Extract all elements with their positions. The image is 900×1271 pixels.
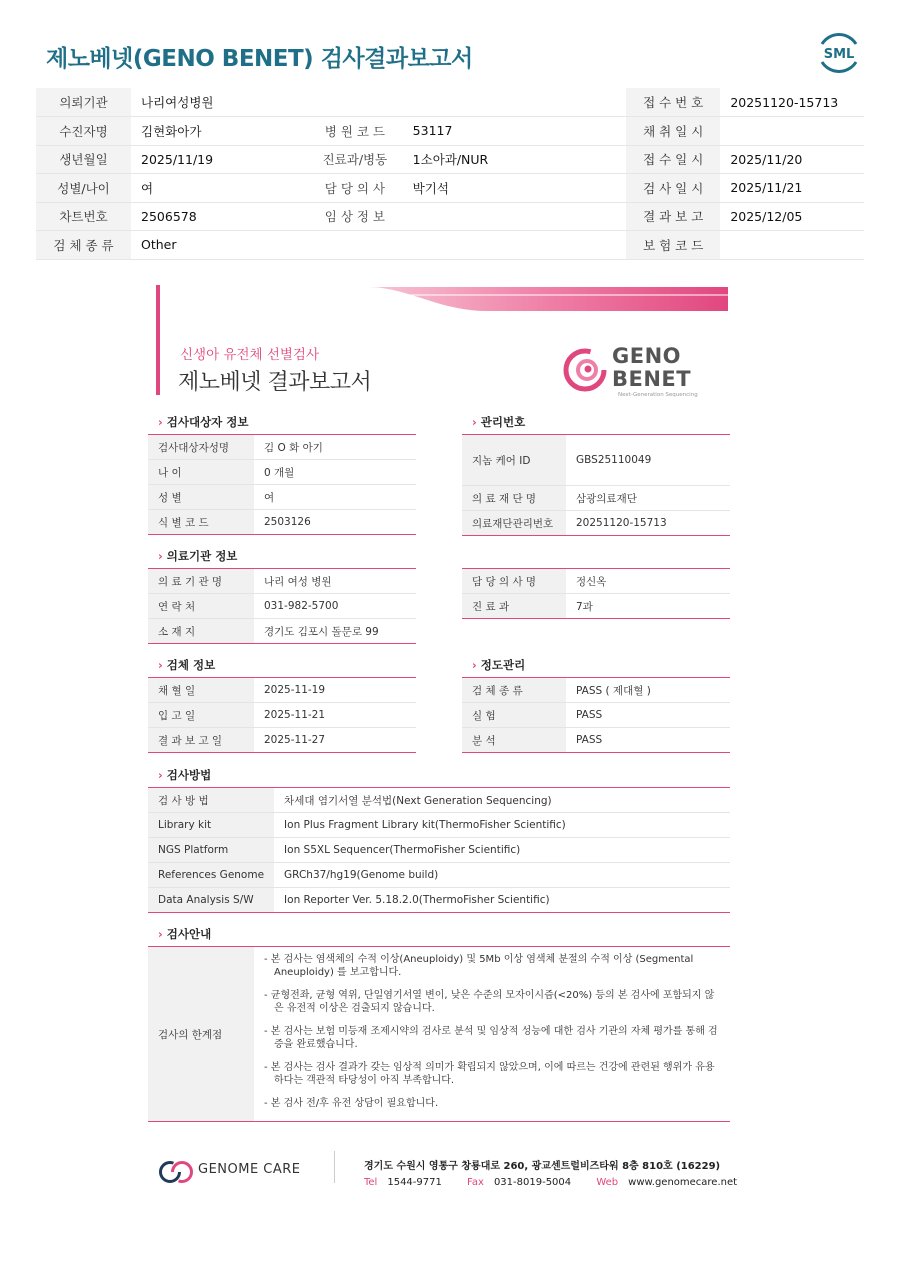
info-v3-5 bbox=[720, 231, 864, 260]
report-page bbox=[148, 285, 738, 1245]
subject-label: 나 이 bbox=[148, 460, 254, 485]
report-subtitle: 신생아 유전체 선별검사 bbox=[180, 347, 319, 363]
subject-value: 김 O 화 아기 bbox=[254, 435, 416, 460]
specimen-row bbox=[148, 678, 416, 703]
management-table bbox=[462, 434, 730, 536]
subject-label: 성 별 bbox=[148, 485, 254, 510]
info-v2-2: 1소아과/NUR bbox=[403, 145, 541, 174]
institution-row bbox=[148, 569, 416, 594]
institution-doctor-label: 진 료 과 bbox=[462, 594, 566, 619]
info-v1-0: 나리여성병원 bbox=[131, 88, 307, 117]
method-value: Ion Plus Fragment Library kit(ThermoFisher Scientific) bbox=[274, 813, 730, 838]
method-label: 검 사 방 법 bbox=[148, 788, 274, 813]
qc-row bbox=[462, 678, 730, 703]
subject-row bbox=[148, 435, 416, 460]
info-spacer bbox=[541, 231, 626, 260]
info-v3-1 bbox=[720, 117, 864, 146]
method-table bbox=[148, 787, 730, 913]
qc-row bbox=[462, 728, 730, 753]
info-v3-3: 2025/11/21 bbox=[720, 174, 864, 203]
geno-logo-tagline: Next-Generation Sequencing bbox=[618, 392, 698, 398]
institution-doctor-value: 정신옥 bbox=[566, 569, 730, 594]
qc-table bbox=[462, 677, 730, 753]
method-label: NGS Platform bbox=[148, 838, 274, 863]
geno-benet-logo bbox=[562, 343, 712, 401]
institution-label: 소 재 지 bbox=[148, 619, 254, 644]
footer-contact bbox=[364, 1177, 737, 1188]
section-title-method: › 검사방법 bbox=[158, 768, 212, 782]
chevron-right-icon: › bbox=[472, 415, 477, 429]
report-title: 제노베넷(GENO BENET) 검사결과보고서 bbox=[46, 46, 473, 72]
subject-value: 0 개월 bbox=[254, 460, 416, 485]
specimen-table bbox=[148, 677, 416, 753]
guide-note: - 본 검사는 보험 미등재 조제시약의 검사로 분석 및 임상적 성능에 대한 검사 기관의 자체 평가를 통해 검증을 완료했습니다. bbox=[264, 1026, 718, 1050]
mgmt-value-2: 20251120-15713 bbox=[576, 517, 667, 529]
info-v1-2: 2025/11/19 bbox=[131, 145, 307, 174]
institution-doctor-row bbox=[462, 594, 730, 619]
method-label: Library kit bbox=[148, 813, 274, 838]
mgmt-value-0: GBS25110049 bbox=[566, 435, 730, 486]
qc-label: 분 석 bbox=[462, 728, 566, 753]
footer-address: 경기도 수원시 영통구 창룡대로 260, 광교센트럴비즈타워 8층 810호 (16229) bbox=[364, 1161, 721, 1172]
chevron-right-icon: › bbox=[158, 927, 163, 941]
institution-value: 경기도 김포시 돌문로 99 bbox=[264, 625, 379, 638]
info-v1-3: 여 bbox=[131, 174, 307, 203]
info-l2-4: 임 상 정 보 bbox=[307, 202, 403, 231]
sml-logo bbox=[816, 30, 862, 76]
footer-divider bbox=[334, 1151, 335, 1183]
info-row bbox=[36, 202, 864, 231]
subject-row bbox=[148, 510, 416, 535]
accent-bar bbox=[156, 285, 160, 395]
qc-label: 실 험 bbox=[462, 703, 566, 728]
subject-label: 식 별 코 드 bbox=[148, 510, 254, 535]
web-value[interactable]: www.genomecare.net bbox=[628, 1177, 738, 1188]
info-l3-5: 보 험 코 드 bbox=[626, 231, 720, 260]
info-v3-0: 20251120-15713 bbox=[720, 88, 864, 117]
info-l3-3: 검 사 일 시 bbox=[626, 174, 720, 203]
qc-label: 검 체 종 류 bbox=[462, 678, 566, 703]
info-l3-0: 접 수 번 호 bbox=[626, 88, 720, 117]
info-l1-5: 검 체 종 류 bbox=[36, 231, 131, 260]
info-l3-1: 채 취 일 시 bbox=[626, 117, 720, 146]
info-l2-0 bbox=[307, 88, 403, 117]
method-row bbox=[148, 788, 730, 813]
specimen-value: 2025-11-21 bbox=[254, 703, 416, 728]
genome-care-logo bbox=[158, 1160, 308, 1184]
section-title-guide: › 검사안내 bbox=[158, 927, 212, 941]
method-value: Ion Reporter Ver. 5.18.2.0(ThermoFisher Scientific) bbox=[284, 894, 550, 906]
guide-note: - 본 검사는 검사 결과가 갖는 임상적 의미가 확립되지 않았으며, 이에 따르는 건강에 관련된 행위가 유용하다는 객관적 타당성이 아직 부족합니다. bbox=[264, 1062, 715, 1086]
info-l2-5 bbox=[307, 231, 403, 260]
institution-label: 연 락 처 bbox=[148, 594, 254, 619]
specimen-row bbox=[148, 728, 416, 753]
tel-label: Tel bbox=[364, 1177, 378, 1188]
method-label: Data Analysis S/W bbox=[148, 888, 274, 913]
chevron-right-icon: › bbox=[158, 658, 163, 672]
info-l3-4: 결 과 보 고 bbox=[626, 202, 720, 231]
institution-value: 031-982-5700 bbox=[254, 594, 416, 619]
subject-value: 2503126 bbox=[264, 516, 311, 528]
info-l1-4: 차트번호 bbox=[36, 202, 131, 231]
institution-row bbox=[148, 594, 416, 619]
info-v3-4: 2025/12/05 bbox=[720, 202, 864, 231]
geno-logo-line1: GENO bbox=[612, 344, 682, 368]
info-v2-5 bbox=[403, 231, 541, 260]
specimen-value: 2025-11-19 bbox=[254, 678, 416, 703]
info-row bbox=[36, 231, 864, 260]
qc-value: PASS bbox=[576, 734, 603, 746]
info-l1-1: 수진자명 bbox=[36, 117, 131, 146]
info-spacer bbox=[541, 88, 626, 117]
chevron-right-icon: › bbox=[158, 415, 163, 429]
method-row bbox=[148, 888, 730, 913]
method-value: Ion S5XL Sequencer(ThermoFisher Scientific) bbox=[274, 838, 730, 863]
geno-logo-line2: BENET bbox=[612, 367, 692, 391]
institution-doctor-value: 7과 bbox=[576, 600, 593, 613]
mgmt-label-1: 의 료 재 단 명 bbox=[462, 486, 566, 511]
subject-label: 검사대상자성명 bbox=[148, 435, 254, 460]
institution-table bbox=[148, 568, 416, 644]
mgmt-value-1: 삼광의료재단 bbox=[566, 486, 730, 511]
mgmt-label-0: 지놈 케어 ID bbox=[462, 435, 566, 486]
institution-doctor-label: 담 당 의 사 명 bbox=[462, 569, 566, 594]
guide-label: 검사의 한계점 bbox=[148, 947, 254, 1122]
subject-table bbox=[148, 434, 416, 535]
subject-row bbox=[148, 460, 416, 485]
method-label: References Genome bbox=[148, 863, 274, 888]
sml-logo-text: SML bbox=[823, 47, 855, 62]
info-spacer bbox=[541, 145, 626, 174]
report-main-title: 제노베넷 결과보고서 bbox=[178, 370, 372, 395]
geno-logo-icon bbox=[562, 347, 608, 393]
guide-note: - 본 검사는 염색체의 수적 이상(Aneuploidy) 및 5Mb 이상 염색체 분절의 수적 이상 (Segmental Aneuploidy) 를 보고합니다. bbox=[264, 954, 694, 978]
section-title-institution: › 의료기관 정보 bbox=[158, 549, 238, 563]
info-l1-0: 의뢰기관 bbox=[36, 88, 131, 117]
info-l2-1: 병 원 코 드 bbox=[307, 117, 403, 146]
subject-row bbox=[148, 485, 416, 510]
info-v2-0 bbox=[403, 88, 541, 117]
info-l2-3: 담 당 의 사 bbox=[307, 174, 403, 203]
specimen-label: 채 혈 일 bbox=[148, 678, 254, 703]
genome-care-name: GENOME CARE bbox=[198, 1162, 301, 1177]
institution-label: 의 료 기 관 명 bbox=[148, 569, 254, 594]
specimen-row bbox=[148, 703, 416, 728]
specimen-label: 입 고 일 bbox=[148, 703, 254, 728]
qc-value: PASS ( 제대혈 ) bbox=[566, 678, 730, 703]
info-v1-4: 2506578 bbox=[131, 202, 307, 231]
subject-value: 여 bbox=[254, 485, 416, 510]
info-row bbox=[36, 174, 864, 203]
guide-note: - 본 검사 전/후 유전 상담이 필요합니다. bbox=[264, 1098, 439, 1109]
tel-value: 1544-9771 bbox=[387, 1177, 442, 1188]
method-value: GRCh37/hg19(Genome build) bbox=[274, 863, 730, 888]
info-l1-2: 생년월일 bbox=[36, 145, 131, 174]
top-ribbon bbox=[368, 285, 728, 313]
institution-doctor-row bbox=[462, 569, 730, 594]
method-row bbox=[148, 863, 730, 888]
patient-info-table bbox=[36, 88, 864, 260]
institution-row bbox=[148, 619, 416, 644]
qc-row bbox=[462, 703, 730, 728]
info-v1-1: 김현화아가 bbox=[131, 117, 307, 146]
specimen-value: 2025-11-27 bbox=[264, 734, 326, 746]
guide-notes bbox=[254, 947, 730, 1122]
section-title-specimen: › 검체 정보 bbox=[158, 658, 216, 672]
chevron-right-icon: › bbox=[472, 658, 477, 672]
chevron-right-icon: › bbox=[158, 768, 163, 782]
info-spacer bbox=[541, 174, 626, 203]
info-l1-3: 성별/나이 bbox=[36, 174, 131, 203]
info-v3-2: 2025/11/20 bbox=[720, 145, 864, 174]
section-title-qc: › 정도관리 bbox=[472, 658, 526, 672]
section-title-subject: › 검사대상자 정보 bbox=[158, 415, 249, 429]
info-spacer bbox=[541, 117, 626, 146]
fax-label: Fax bbox=[467, 1177, 484, 1188]
mgmt-label-2: 의료재단관리번호 bbox=[462, 511, 566, 536]
guide-note: - 균형전좌, 균형 역위, 단일염기서열 변이, 낮은 수준의 모자이시즘(<20%) 등의 본 검사에 포함되지 않은 유전적 이상은 검출되지 않습니다. bbox=[264, 990, 715, 1014]
info-v2-4 bbox=[403, 202, 541, 231]
specimen-label: 결 과 보 고 일 bbox=[148, 728, 254, 753]
method-value: 차세대 염기서열 분석법(Next Generation Sequencing) bbox=[274, 788, 730, 813]
info-row bbox=[36, 88, 864, 117]
info-row bbox=[36, 145, 864, 174]
info-spacer bbox=[541, 202, 626, 231]
method-row bbox=[148, 838, 730, 863]
section-title-management: › 관리번호 bbox=[472, 415, 526, 429]
guide-table bbox=[148, 946, 730, 1122]
institution-value: 나리 여성 병원 bbox=[254, 569, 416, 594]
qc-value: PASS bbox=[566, 703, 730, 728]
info-l2-2: 진료과/병동 bbox=[307, 145, 403, 174]
fax-value: 031-8019-5004 bbox=[493, 1177, 572, 1188]
info-row bbox=[36, 117, 864, 146]
info-v1-5: Other bbox=[131, 231, 307, 260]
info-l3-2: 접 수 일 시 bbox=[626, 145, 720, 174]
info-v2-3: 박기석 bbox=[403, 174, 541, 203]
method-row bbox=[148, 813, 730, 838]
institution-doctor-table bbox=[462, 568, 730, 619]
web-label: Web bbox=[596, 1177, 619, 1188]
chevron-right-icon: › bbox=[158, 549, 163, 563]
genome-care-logo-icon bbox=[158, 1160, 194, 1184]
info-v2-1: 53117 bbox=[403, 117, 541, 146]
